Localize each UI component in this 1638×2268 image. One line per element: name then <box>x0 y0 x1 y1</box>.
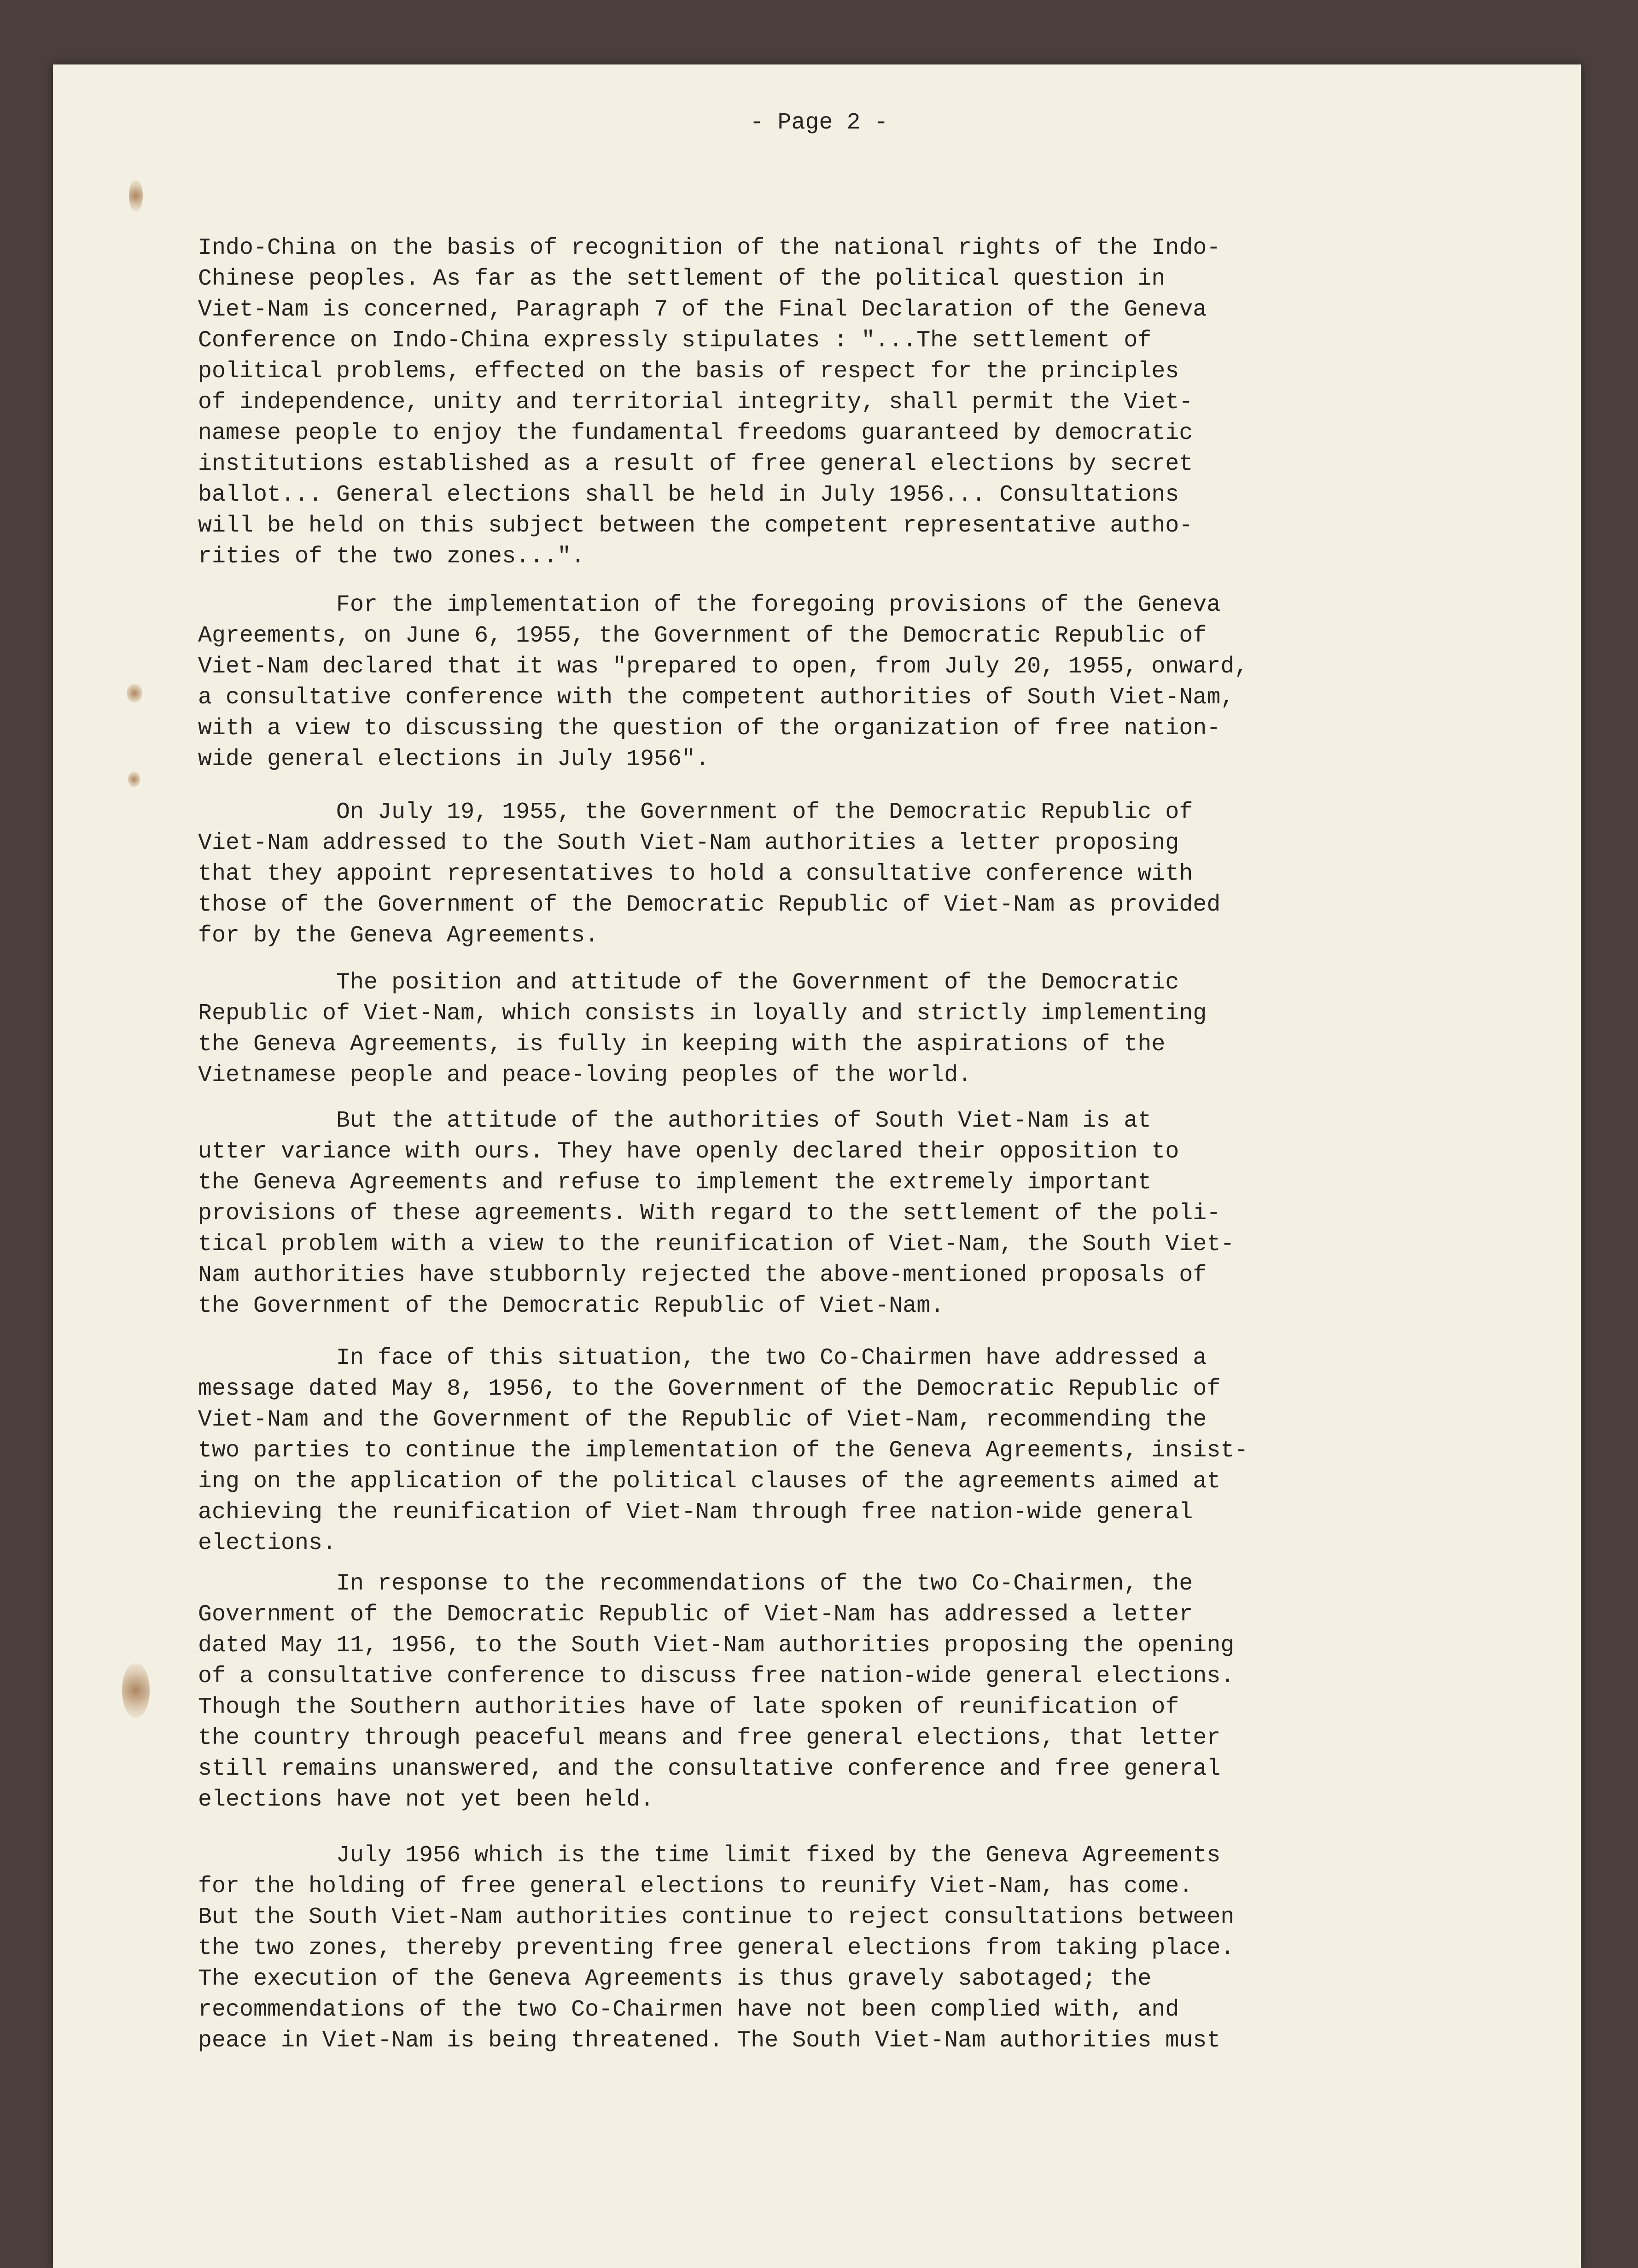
text-line: political problems, effected on the basis of respect for the principles <box>198 358 1179 385</box>
text-line: Though the Southern authorities have of late spoken of reunification of <box>198 1694 1179 1720</box>
text-line: institutions established as a result of free general elections by secret <box>198 451 1193 477</box>
text-line: message dated May 8, 1956, to the Government of the Democratic Republic of <box>198 1376 1221 1402</box>
stain-mark <box>129 180 143 212</box>
text-line: dated May 11, 1956, to the South Viet-Nam authorities proposing the opening <box>198 1632 1235 1659</box>
text-line: July 1956 which is the time limit fixed by the Geneva Agreements <box>198 1842 1221 1869</box>
text-line: that they appoint representatives to hold a consultative conference with <box>198 861 1193 887</box>
text-line: will be held on this subject between the competent representative autho- <box>198 513 1193 539</box>
text-line: Chinese peoples. As far as the settlement of the political question in <box>198 266 1166 292</box>
text-line: of independence, unity and territorial integrity, shall permit the Viet- <box>198 389 1193 415</box>
text-line: those of the Government of the Democratic Republic of Viet-Nam as provided <box>198 892 1221 918</box>
text-line: peace in Viet-Nam is being threatened. The South Viet-Nam authorities must <box>198 2028 1221 2054</box>
text-line: provisions of these agreements. With regard to the settlement of the poli- <box>198 1200 1221 1227</box>
text-line: Viet-Nam is concerned, Paragraph 7 of the Final Declaration of the Geneva <box>198 297 1207 323</box>
text-line: tical problem with a view to the reunification of Viet-Nam, the South Viet- <box>198 1231 1235 1257</box>
text-line: In face of this situation, the two Co-Chairmen have addressed a <box>198 1345 1207 1371</box>
text-line: wide general elections in July 1956". <box>198 746 710 772</box>
text-line: Viet-Nam declared that it was "prepared to open, from July 20, 1955, onward, <box>198 654 1248 680</box>
text-line: two parties to continue the implementation of the Geneva Agreements, insist- <box>198 1438 1248 1464</box>
page-header: - Page 2 - <box>750 110 888 136</box>
text-line: The execution of the Geneva Agreements is thus gravely sabotaged; the <box>198 1966 1152 1992</box>
text-line: utter variance with ours. They have openly declared their opposition to <box>198 1139 1179 1165</box>
text-line: ballot... General elections shall be held in July 1956... Consultations <box>198 482 1179 508</box>
text-line: still remains unanswered, and the consultative conference and free general <box>198 1756 1221 1782</box>
text-line: for by the Geneva Agreements. <box>198 923 599 949</box>
text-line: On July 19, 1955, the Government of the Democratic Republic of <box>198 799 1193 825</box>
text-line: rities of the two zones...". <box>198 544 585 570</box>
text-line: But the attitude of the authorities of South Viet-Nam is at <box>198 1108 1152 1134</box>
paragraph <box>198 1105 1441 1321</box>
text-line: achieving the reunification of Viet-Nam through free nation-wide general <box>198 1499 1193 1526</box>
text-line: elections have not yet been held. <box>198 1787 654 1813</box>
text-line: for the holding of free general elections to reunify Viet-Nam, has come. <box>198 1873 1193 1900</box>
text-line: recommendations of the two Co-Chairmen have not been complied with, and <box>198 1997 1179 2023</box>
stain-mark <box>127 684 142 702</box>
text-line: the Geneva Agreements, is fully in keeping with the aspirations of the <box>198 1031 1166 1058</box>
text-line: In response to the recommendations of the two Co-Chairmen, the <box>198 1571 1193 1597</box>
text-line: Republic of Viet-Nam, which consists in loyally and strictly implementing <box>198 1000 1207 1027</box>
text-line: Government of the Democratic Republic of Viet-Nam has addressed a letter <box>198 1602 1193 1628</box>
paragraph <box>198 1568 1441 1815</box>
stain-mark <box>122 1663 150 1718</box>
text-line: the country through peaceful means and free general elections, that letter <box>198 1725 1221 1751</box>
paragraph <box>198 967 1441 1091</box>
paragraph <box>198 233 1441 572</box>
text-line: But the South Viet-Nam authorities continue to reject consultations between <box>198 1904 1235 1930</box>
text-line: Conference on Indo-China expressly stipulates : "...The settlement of <box>198 327 1152 354</box>
text-line: Vietnamese people and peace-loving peoples of the world. <box>198 1062 972 1088</box>
paragraph <box>198 590 1441 775</box>
text-line: a consultative conference with the competent authorities of South Viet-Nam, <box>198 684 1235 711</box>
text-line: Viet-Nam addressed to the South Viet-Nam authorities a letter proposing <box>198 830 1179 856</box>
paragraph <box>198 1840 1441 2056</box>
text-line: Agreements, on June 6, 1955, the Government of the Democratic Republic of <box>198 623 1207 649</box>
text-line: The position and attitude of the Government of the Democratic <box>198 970 1179 996</box>
paragraph <box>198 797 1441 951</box>
text-line: ing on the application of the political clauses of the agreements aimed at <box>198 1468 1221 1495</box>
text-line: Viet-Nam and the Government of the Republic of Viet-Nam, recommending the <box>198 1407 1207 1433</box>
stain-mark <box>128 772 140 787</box>
text-line: the two zones, thereby preventing free general elections from taking place. <box>198 1935 1235 1961</box>
text-line: Nam authorities have stubbornly rejected the above-mentioned proposals of <box>198 1262 1207 1288</box>
text-line: elections. <box>198 1530 337 1556</box>
text-line: the Geneva Agreements and refuse to implement the extremely important <box>198 1169 1152 1196</box>
text-line: the Government of the Democratic Republic of Viet-Nam. <box>198 1293 944 1319</box>
text-line: with a view to discussing the question of the organization of free nation- <box>198 715 1221 742</box>
text-line: of a consultative conference to discuss free nation-wide general elections. <box>198 1663 1235 1689</box>
text-line: For the implementation of the foregoing provisions of the Geneva <box>198 592 1221 618</box>
text-line: Indo-China on the basis of recognition of the national rights of the Indo- <box>198 235 1221 261</box>
text-line: namese people to enjoy the fundamental freedoms guaranteed by democratic <box>198 420 1193 446</box>
paragraph <box>198 1343 1441 1559</box>
